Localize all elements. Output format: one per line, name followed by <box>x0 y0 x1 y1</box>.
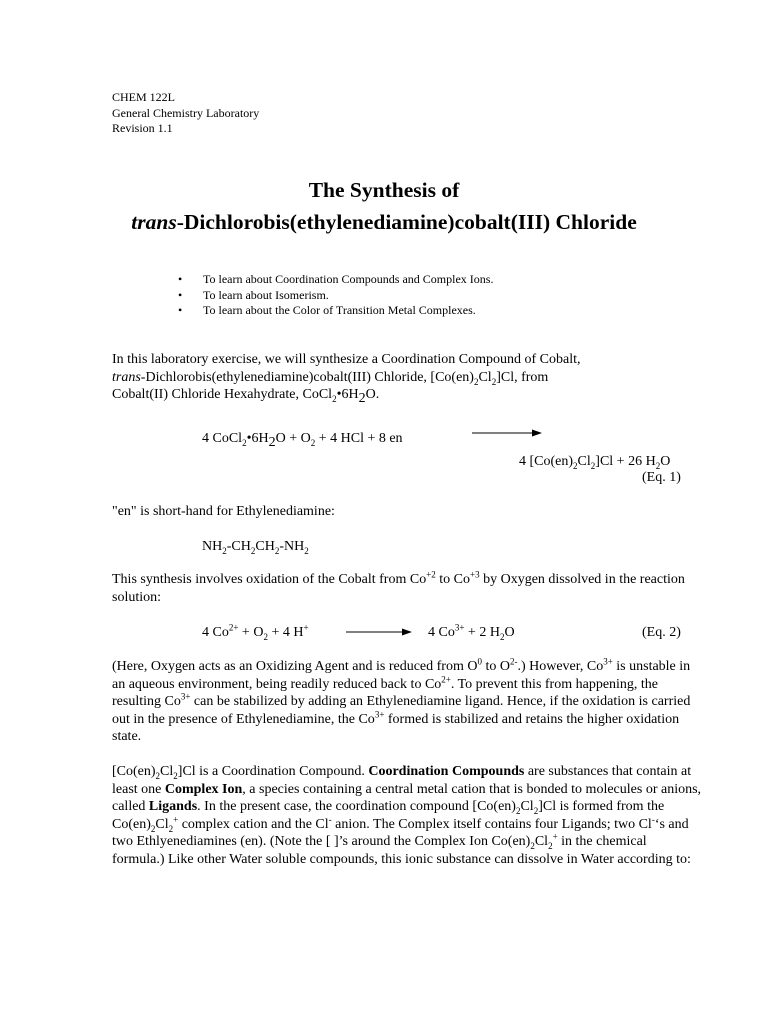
title-line-2 <box>0 206 768 238</box>
formula-text: NH <box>202 539 223 554</box>
para-text: are substances that contain at least one <box>112 764 692 797</box>
course-code: CHEM 122L <box>112 90 175 104</box>
oxidation-paragraph <box>112 571 702 606</box>
superscript: - <box>651 813 655 824</box>
intro-paragraph <box>112 351 702 404</box>
superscript: 2- <box>509 656 518 667</box>
objective-item: • To learn about Isomerism. <box>178 288 493 304</box>
superscript: +2 <box>426 569 436 580</box>
lab-name: General Chemistry Laboratory <box>112 105 260 120</box>
objectives-list <box>178 272 493 319</box>
formula-text: -NH <box>279 539 305 554</box>
para-text: by Oxygen dissolved in the reaction solution: <box>112 572 685 605</box>
superscript: 2+ <box>441 673 451 684</box>
eq-text: O + O <box>275 431 311 446</box>
para-text: ‘s and two Ethlyenediamines (en). (Note the [ ]’s around the Complex Ion Co(en) <box>112 816 689 849</box>
subscript: 2 <box>310 437 316 448</box>
superscript: +3 <box>470 569 480 580</box>
intro-text: Cobalt(II) Chloride Hexahydrate, CoCl <box>112 387 333 402</box>
term-coordination-compounds: Coordination Compounds <box>368 764 525 779</box>
para-text: in the chemical formula.) Like other Water soluble compounds, this ionic substance can dissolve in Water according to: <box>112 834 691 867</box>
para-text: formed is stabilized and retains the higher oxidation state. <box>112 711 680 744</box>
subscript: 2 <box>332 393 337 404</box>
title-compound: -Dichlorobis(ethylenediamine)cobalt(III) Chloride <box>176 210 637 234</box>
para-text: Cl <box>520 799 534 814</box>
subscript: 2 <box>150 823 156 834</box>
subscript: 2 <box>242 437 247 448</box>
en-note: "en" is short-hand for Ethylenediamine: <box>112 504 335 519</box>
eq-text: Cl <box>577 454 591 469</box>
para-text: .) However, Co <box>517 659 604 674</box>
subscript: 2 <box>530 840 535 851</box>
subscript: 2 <box>548 840 553 851</box>
eq-text: O <box>660 454 671 469</box>
eq-text: + O <box>238 625 264 640</box>
equation-2-products <box>428 624 515 641</box>
intro-text: O. <box>365 387 380 402</box>
formula-text: -CH <box>226 539 251 554</box>
subscript: 2 <box>155 770 161 781</box>
superscript: + <box>303 622 309 633</box>
para-text: to O <box>481 659 510 674</box>
superscript: 3+ <box>454 622 465 633</box>
term-complex-ion: Complex Ion <box>164 781 243 797</box>
superscript: 3+ <box>180 691 191 702</box>
subscript: 2 <box>222 545 227 556</box>
equation-1-label: (Eq. 1) <box>642 470 681 485</box>
course-header <box>112 90 259 137</box>
para-text: complex cation and the Cl <box>178 816 329 832</box>
coordination-paragraph <box>112 763 702 868</box>
subscript: 2 <box>268 434 276 450</box>
superscript: + <box>173 813 179 824</box>
para-text: , a species containing a central metal cation that is bonded to molecules or anions, called <box>112 781 702 814</box>
subscript: 2 <box>274 545 280 556</box>
eq-text: + 2 H <box>464 625 500 640</box>
intro-text: Cl <box>478 369 492 385</box>
superscript: 3+ <box>374 708 385 719</box>
objective-item: • To learn about Coordination Compounds and Complex Ions. <box>178 272 493 288</box>
intro-text: •6H <box>336 387 359 402</box>
en-formula <box>202 538 309 555</box>
eq-text: + 4 HCl + 8 en <box>315 431 403 446</box>
revision: Revision 1.1 <box>112 121 173 135</box>
eq-text: ]Cl + 26 H <box>595 454 656 469</box>
para-text: Cl <box>534 834 549 849</box>
subscript: 2 <box>590 460 596 471</box>
eq-text: 4 Co <box>202 625 229 640</box>
intro-text: In this laboratory exercise, we will synthesize a Coordination Compound of Cobalt, <box>112 352 581 367</box>
intro-text: ]Cl, from <box>496 369 549 385</box>
subscript: 2 <box>358 390 366 406</box>
subscript: 2 <box>533 805 539 816</box>
superscript: + <box>552 831 558 842</box>
subscript: 2 <box>168 823 174 834</box>
subscript: 2 <box>173 770 178 781</box>
para-text: (Here, Oxygen acts as an Oxidizing Agent and is reduced from O <box>112 659 478 674</box>
stabilization-paragraph <box>112 658 702 746</box>
para-text: ]Cl is formed from the Co(en) <box>112 799 665 832</box>
intro-text: -Dichlorobis(ethylenediamine)cobalt(III) Chloride, [Co(en) <box>140 369 474 385</box>
para-text: . To prevent this from happening, the resulting Co <box>112 676 659 709</box>
equation-1-reactants <box>202 430 403 450</box>
para-text: Cl <box>155 816 169 832</box>
para-text: can be stabilized by adding an Ethylenediamine ligand. Hence, if the oxidation is carried out in the presence of Ethylenediamine, the Co <box>112 694 691 727</box>
subscript: 2 <box>473 376 479 387</box>
para-text: ]Cl is a Coordination Compound. <box>177 764 369 779</box>
subscript: 2 <box>263 631 268 642</box>
term-ligands: Ligands <box>148 799 198 814</box>
eq-text: •6H <box>246 431 269 446</box>
subscript: 2 <box>491 376 497 387</box>
para-text: [Co(en) <box>112 764 156 779</box>
eq-text: + 4 H <box>267 625 304 640</box>
reaction-arrow-icon <box>346 626 412 638</box>
superscript: 0 <box>477 656 482 667</box>
subscript: 2 <box>573 460 578 471</box>
eq-text: 4 CoCl <box>202 431 243 446</box>
equation-2-label: (Eq. 2) <box>642 625 681 640</box>
equation-1-products <box>519 453 670 470</box>
para-text: This synthesis involves oxidation of the Cobalt from Co <box>112 572 427 587</box>
superscript: - <box>328 813 332 824</box>
eq-text: O <box>504 625 515 640</box>
equation-2-reactants <box>202 624 309 641</box>
para-text: is unstable in an aqueous environment, being readily reduced back to Co <box>112 659 691 692</box>
formula-text: CH <box>255 539 275 554</box>
para-text: . In the present case, the coordination compound [Co(en) <box>197 799 516 814</box>
reaction-arrow-icon <box>472 427 542 439</box>
subscript: 2 <box>515 805 521 816</box>
intro-trans: trans <box>112 369 141 385</box>
title-trans: trans <box>131 210 177 234</box>
title-line-1: The Synthesis of <box>308 178 460 202</box>
subscript: 2 <box>499 631 505 642</box>
eq-text: 4 Co <box>428 625 455 640</box>
subscript: 2 <box>250 545 256 556</box>
para-text: anion. The Complex itself contains four Ligands; two Cl <box>331 816 652 832</box>
objective-item: • To learn about the Color of Transition Metal Complexes. <box>178 303 493 319</box>
para-text: to Co <box>435 572 471 587</box>
superscript: 3+ <box>603 656 613 667</box>
subscript: 2 <box>655 460 661 471</box>
para-text: Cl <box>160 764 174 779</box>
subscript: 2 <box>304 545 309 556</box>
superscript: 2+ <box>228 622 239 633</box>
page-title <box>0 174 768 238</box>
eq-text: 4 [Co(en) <box>519 454 574 469</box>
